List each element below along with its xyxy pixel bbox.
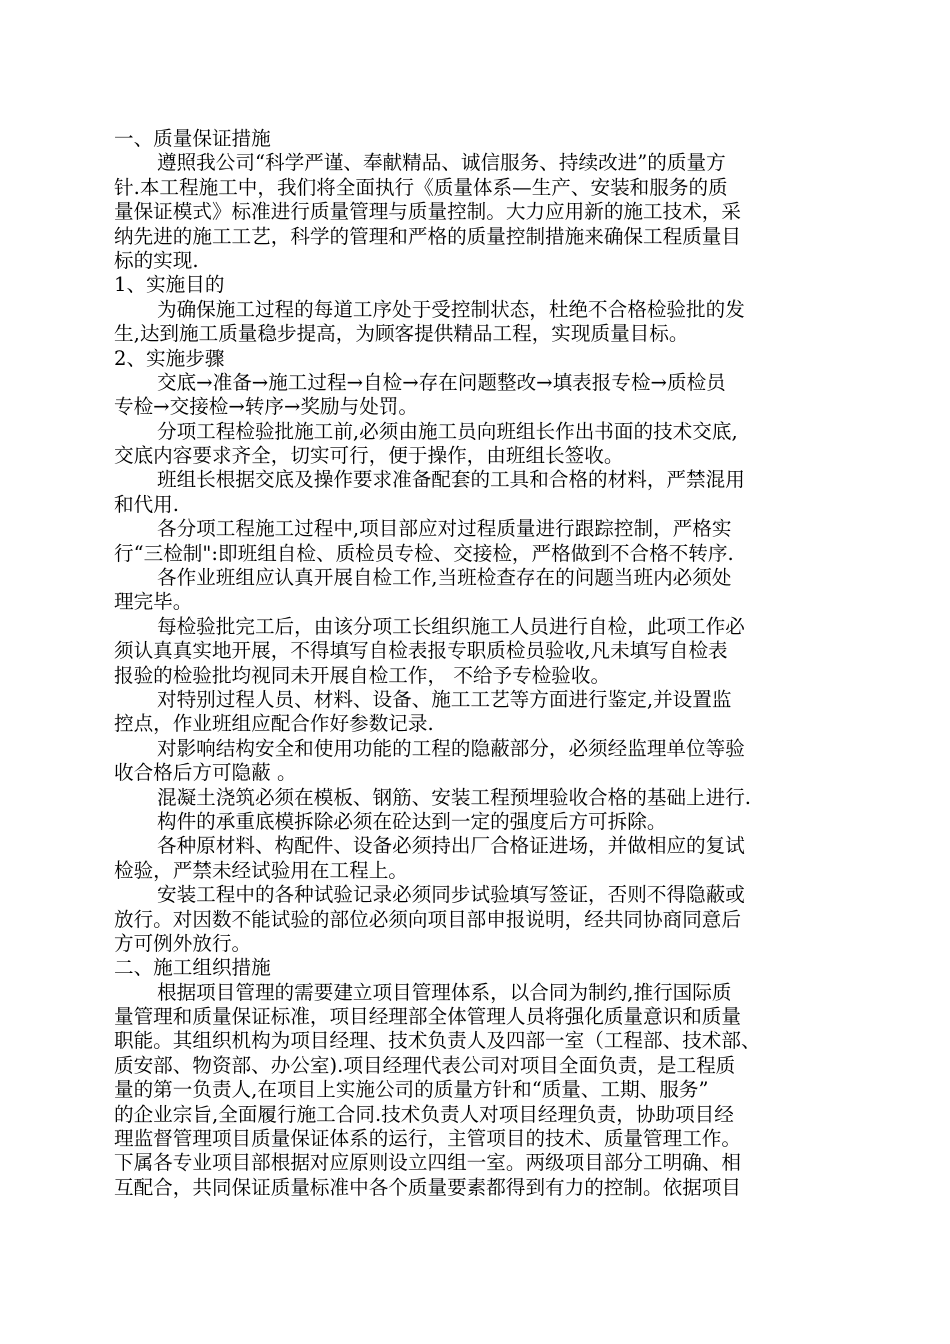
text-line: 构件的承重底模拆除必须在砼达到一定的强度后方可拆除。: [157, 809, 667, 833]
text-line: 针.本工程施工中，我们将全面执行《质量体系—生产、安装和服务的质: [114, 175, 728, 199]
text-line: 根据项目管理的需要建立项目管理体系，以合同为制约,推行国际质: [157, 980, 732, 1004]
text-line: 互配合，共同保证质量标准中各个质量要素都得到有力的控制。依据项目: [114, 1175, 741, 1199]
text-line: 每检验批完工后，由该分项工长组织施工人员进行自检，此项工作必: [157, 614, 745, 638]
text-line: 2、实施步骤: [114, 346, 225, 370]
text-line: 混凝土浇筑必须在模板、钢筋、安装工程预埋验收合格的基础上进行.: [157, 785, 752, 809]
text-line: 理监督管理项目质量保证体系的运行，主管项目的技术、质量管理工作。: [114, 1127, 741, 1151]
text-line: 交底→准备→施工过程→自检→存在问题整改→填表报专检→质检员: [157, 370, 726, 394]
text-line: 量保证模式》标准进行质量管理与质量控制。大力应用新的施工技术，采: [114, 200, 741, 224]
text-line: 行“三检制":即班组自检、质检员专检、交接检，严格做到不合格不转序.: [114, 541, 734, 565]
document-body: [114, 127, 844, 1200]
text-line: 对特别过程人员、材料、设备、施工工艺等方面进行鉴定,并设置监: [157, 687, 732, 711]
text-line: 二、施工组织措施: [114, 956, 271, 980]
text-line: 和代用.: [114, 492, 180, 516]
text-line: 标的实现.: [114, 248, 199, 272]
text-line: 各作业班组应认真开展自检工作,当班检查存在的问题当班内必须处: [157, 566, 732, 590]
text-line: 方可例外放行。: [114, 931, 252, 955]
text-line: 报验的检验批均视同未开展自检工作， 不给予专检验收。: [114, 663, 611, 687]
text-line: 各种原材料、构配件、设备必须持出厂合格证进场，并做相应的复试: [157, 834, 745, 858]
text-line: 遵照我公司“科学严谨、奉献精品、诚信服务、持续改进”的质量方: [157, 151, 726, 175]
text-line: 为确保施工过程的每道工序处于受控制状态，杜绝不合格检验批的发: [157, 297, 745, 321]
text-line: 须认真真实地开展，不得填写自检表报专职质检员验收,凡未填写自检表: [114, 639, 728, 663]
text-line: 分项工程检验批施工前,必须由施工员向班组长作出书面的技术交底,: [157, 419, 738, 443]
text-line: 控点，作业班组应配合作好参数记录.: [114, 712, 434, 736]
text-line: 对影响结构安全和使用功能的工程的隐蔽部分，必须经监理单位等验: [157, 736, 745, 760]
text-line: 各分项工程施工过程中,项目部应对过程质量进行跟踪控制，严格实: [157, 517, 732, 541]
text-line: 安装工程中的各种试验记录必须同步试验填写签证，否则不得隐蔽或: [157, 883, 745, 907]
text-line: 放行。对因数不能试验的部位必须向项目部申报说明，经共同协商同意后: [114, 907, 741, 931]
text-line: 一、质量保证措施: [114, 127, 271, 150]
text-line: 理完毕。: [114, 590, 193, 614]
text-line: 1、实施目的: [114, 273, 225, 297]
text-line: 收合格后方可隐蔽 。: [114, 761, 297, 785]
text-line: 班组长根据交底及操作要求准备配套的工具和合格的材料，严禁混用: [157, 468, 745, 492]
text-line: 专检→交接检→转序→奖励与处罚。: [114, 395, 418, 419]
text-line: 的企业宗旨,全面履行施工合同.技术负责人对项目经理负责，协助项目经: [114, 1102, 734, 1126]
text-line: 量管理和质量保证标准，项目经理部全体管理人员将强化质量意识和质量: [114, 1005, 741, 1029]
text-line: 检验，严禁未经试验用在工程上。: [114, 858, 408, 882]
text-line: 下属各专业项目部根据对应原则设立四组一室。两级项目部分工明确、相: [114, 1151, 741, 1175]
text-line: 质安部、物资部、办公室).项目经理代表公司对项目全面负责，是工程质: [114, 1053, 736, 1077]
text-line: 量的第一负责人,在项目上实施公司的质量方针和“质量、工期、服务”: [114, 1078, 709, 1102]
text-line: 纳先进的施工工艺，科学的管理和严格的质量控制措施来确保工程质量目: [114, 224, 741, 248]
text-line: 交底内容要求齐全，切实可行，便于操作，由班组长签收。: [114, 444, 624, 468]
text-line: 职能。其组织机构为项目经理、技术负责人及四部一室（工程部、技术部、: [114, 1029, 761, 1053]
text-line: 生,达到施工质量稳步提高，为顾客提供精品工程，实现质量目标。: [114, 322, 689, 346]
